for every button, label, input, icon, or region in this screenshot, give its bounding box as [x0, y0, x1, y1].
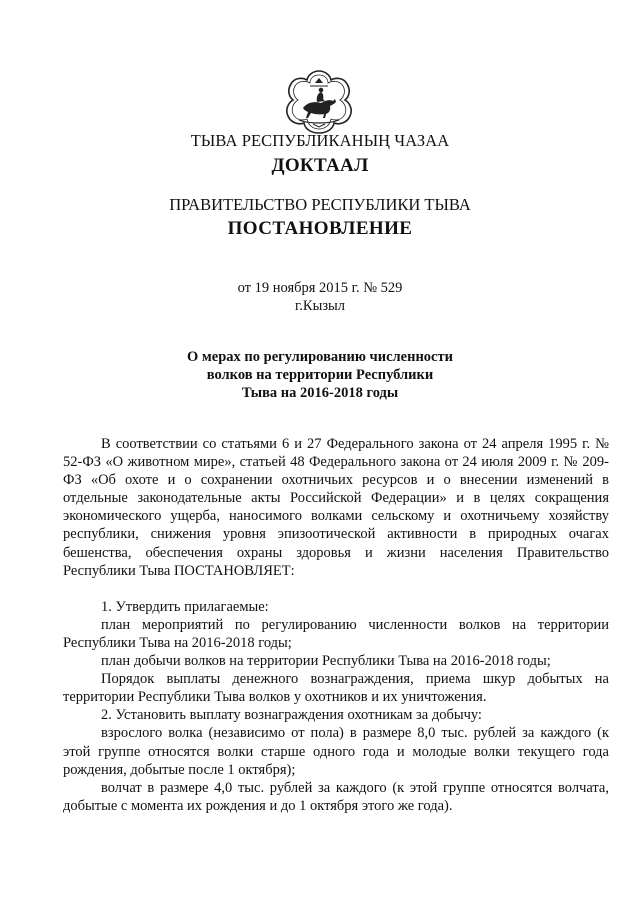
clause-paragraph: волчат в размере 4,0 тыс. рублей за каждого (к этой группе относятся волчата, добытые с момента их рождения и до 1 октября этого же года). [63, 779, 609, 814]
clause-paragraph: 2. Установить выплату вознаграждения охотникам за добычу: [101, 707, 482, 724]
document-city: г.Кызыл [294, 298, 346, 314]
document-title [0, 348, 640, 402]
document-body [63, 435, 609, 815]
clause-paragraph: план добычи волков на территории Республики Тыва на 2016-2018 годы; [101, 653, 551, 670]
russian-document-type: ПОСТАНОВЛЕНИЕ [227, 218, 413, 239]
clause-paragraph: Порядок выплаты денежного вознаграждения, приема шкур добытых на территории Республики Тыва волков у охотников и их уничтожения. [63, 671, 609, 706]
tuva-coat-of-arms-icon [279, 68, 359, 134]
russian-government-name: ПРАВИТЕЛЬСТВО РЕСПУБЛИКИ ТЫВА [169, 195, 471, 214]
tuvan-government-name: ТЫВА РЕСПУБЛИКАНЫҢ ЧАЗАА [190, 131, 450, 150]
title-line: Тыва на 2016-2018 годы [241, 385, 399, 401]
clause-paragraph: план мероприятий по регулированию численности волков на территории Республики Тыва на 2016-2018 годы; [63, 616, 609, 651]
document-date-number: от 19 ноября 2015 г. № 529 [237, 280, 403, 296]
clause-paragraph: взрослого волка (независимо от пола) в размере 8,0 тыс. рублей за каждого (к этой группе относятся волки старше одного года и молодые волки текущего года рождения, добытые после 1 октября); [63, 725, 609, 778]
title-line: волков на территории Республики [206, 367, 434, 383]
tuvan-document-type: ДОКТААЛ [271, 155, 369, 176]
clause-paragraph: 1. Утвердить прилагаемые: [101, 598, 269, 615]
title-line: О мерах по регулированию численности [187, 349, 453, 365]
preamble-paragraph: В соответствии со статьями 6 и 27 Федерального закона от 24 апреля 1995 г. № 52-ФЗ «О животном мире», статьей 48 Федерального закона от 24 июля 2009 г. № 209-ФЗ «Об охоте и о сохранении охотничьих ресурсов и о внесении изменений в отдельные законодательные акты Российской Федерации» и в целях сокращения экономического ущерба, наносимого волками сельскому и охотничьему хозяйству республики, снижения уровня эпизоотической активности в природных очагах бешенства, обеспечения охраны здоровья и жизни населения Правительство Республики Тыва ПОСТАНОВЛЯЕТ: [63, 436, 609, 579]
